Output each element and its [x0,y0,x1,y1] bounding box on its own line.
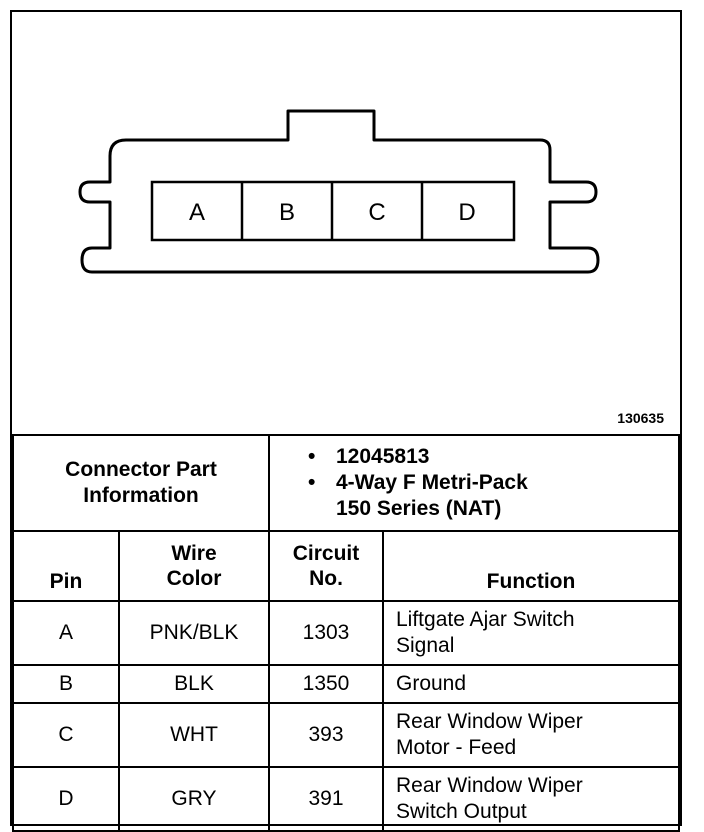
cell-wire-color: WHT [119,703,269,767]
pin-label-c: C [368,199,386,226]
part-info-label-line1: Connector Part [65,458,217,481]
pin-label-b: B [278,199,296,226]
connector-drawing [12,12,680,432]
cell-function-line2: Switch Output [396,800,527,823]
header-circuit-line2: No. [309,567,343,590]
cell-function-line1: Ground [396,672,467,695]
header-row [13,531,679,601]
part-info-values [269,435,679,531]
pin-label-d: D [458,199,476,226]
table-row [13,767,679,831]
cell-function-line1: Rear Window Wiper [396,710,583,733]
pin-label-a: A [188,199,206,226]
cell-function [383,601,679,665]
cell-pin: D [13,767,119,831]
header-circuit-line1: Circuit [292,542,360,565]
cell-circuit: 1303 [269,601,383,665]
connector-outline [80,111,598,272]
part-info-row [13,435,679,531]
table-row [13,601,679,665]
cell-wire-color: PNK/BLK [119,601,269,665]
header-wire-color-line1: Wire [171,542,217,565]
cell-circuit: 393 [269,703,383,767]
connector-info-table [12,434,680,832]
part-info-label-line2: Information [83,484,199,507]
cell-function [383,665,679,703]
header-circuit [269,531,383,601]
cell-wire-color: BLK [119,665,269,703]
table-row [13,665,679,703]
cell-pin: B [13,665,119,703]
diagram-frame [10,10,682,826]
cell-circuit: 1350 [269,665,383,703]
cell-function-line1: Rear Window Wiper [396,774,583,797]
cell-function [383,767,679,831]
header-pin: Pin [13,531,119,601]
part-description-line1: • 4-Way F Metri-Pack [336,471,528,494]
table-row [13,703,679,767]
cell-circuit: 391 [269,767,383,831]
cell-wire-color: GRY [119,767,269,831]
cell-pin: A [13,601,119,665]
header-wire-color [119,531,269,601]
header-function: Function [383,531,679,601]
part-number: • 12045813 [308,444,678,470]
cell-function-line2: Motor - Feed [396,736,517,759]
cell-function-line1: Liftgate Ajar Switch [396,608,575,631]
header-wire-color-line2: Color [166,567,222,590]
cell-function [383,703,679,767]
figure-id: 130635 [617,410,664,426]
part-description [308,470,678,522]
part-info-label [13,435,269,531]
cell-function-line2: Signal [396,634,455,657]
cell-pin: C [13,703,119,767]
part-description-line2: 150 Series (NAT) [336,497,502,520]
